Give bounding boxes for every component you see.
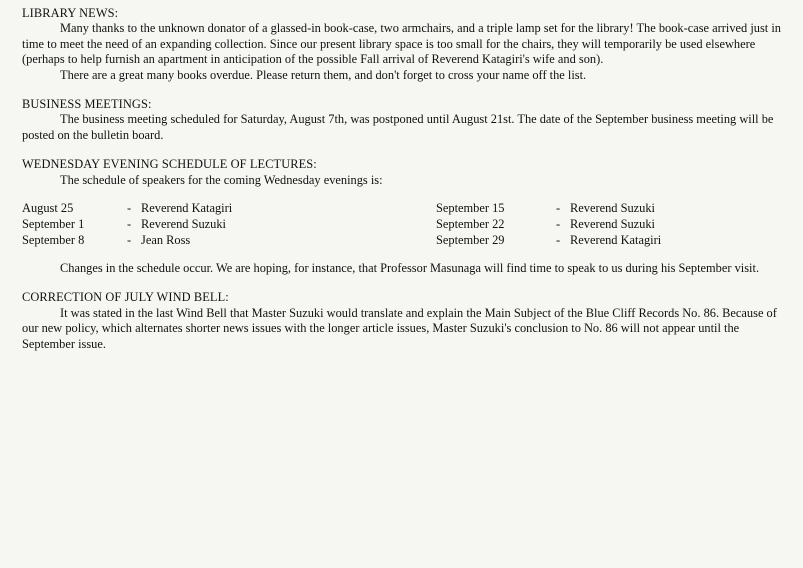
schedule-dash: - (556, 217, 561, 232)
schedule-row (22, 217, 232, 233)
business-meetings-section (22, 97, 781, 143)
correction-paragraph: It was stated in the last Wind Bell that Master Suzuki would translate and explain the Main Subject of the Blue Cliff Records No. 86. Because of our new policy, which alternates shorter news issues with the longer article issues, Master Suzuki's conclusion to No. 86 will not appear until the September issue. (22, 305, 777, 351)
schedule-dash: - (127, 201, 132, 216)
correction-heading: CORRECTION OF JULY WIND BELL: (22, 290, 229, 305)
schedule-row (436, 201, 661, 217)
library-news-paragraph-1: Many thanks to the unknown donator of a glassed-in book-case, two armchairs, and a triple lamp set for the library! The book-case arrived just in time to meet the need of an expanding collection. Since our present library space is too small for the chairs, they will temporarily be used elsewhere (perhaps to help furnish an apartment in anticipation of the possible Fall arrival of Reverend Katagiri's wife and son). (22, 21, 781, 67)
lecture-schedule-table (22, 201, 781, 253)
schedule-date: September 15 (436, 201, 505, 216)
schedule-row (436, 233, 661, 249)
schedule-row (22, 233, 232, 249)
library-news-paragraph-2: There are a great many books overdue. Please return them, and don't forget to cross your name off the list. (60, 67, 587, 82)
schedule-row (22, 201, 232, 217)
schedule-date: September 22 (436, 217, 505, 232)
section-gap (22, 83, 781, 97)
section-gap (22, 143, 781, 157)
schedule-speaker: Jean Ross (141, 233, 191, 248)
lecture-schedule-section (22, 157, 781, 276)
schedule-date: August 25 (22, 201, 74, 216)
schedule-date: September 8 (22, 233, 85, 248)
schedule-row (436, 217, 661, 233)
lecture-schedule-intro: The schedule of speakers for the coming Wednesday evenings is: (60, 172, 383, 187)
business-meetings-paragraph: The business meeting scheduled for Saturday, August 7th, was postponed until August 21st. The date of the September business meeting will be posted on the bulletin board. (22, 112, 774, 142)
schedule-column-left (22, 201, 232, 249)
lecture-schedule-heading: WEDNESDAY EVENING SCHEDULE OF LECTURES: (22, 157, 317, 172)
schedule-dash: - (127, 217, 132, 232)
schedule-speaker: Reverend Suzuki (570, 217, 655, 232)
schedule-date: September 1 (22, 217, 85, 232)
library-news-section (22, 6, 781, 83)
schedule-changes-paragraph: Changes in the schedule occur. We are hoping, for instance, that Professor Masunaga will find time to speak to us during his September visit. (60, 261, 760, 276)
schedule-dash: - (556, 233, 561, 248)
schedule-dash: - (127, 233, 132, 248)
schedule-dash: - (556, 201, 561, 216)
correction-section (22, 290, 781, 352)
schedule-date: September 29 (436, 233, 505, 248)
schedule-speaker: Reverend Katagiri (141, 201, 233, 216)
business-meetings-heading: BUSINESS MEETINGS: (22, 97, 152, 112)
schedule-speaker: Reverend Suzuki (141, 217, 226, 232)
section-gap (22, 276, 781, 290)
library-news-heading: LIBRARY NEWS: (22, 6, 119, 20)
schedule-speaker: Reverend Suzuki (570, 201, 655, 216)
schedule-column-right (436, 201, 661, 249)
schedule-speaker: Reverend Katagiri (570, 233, 662, 248)
